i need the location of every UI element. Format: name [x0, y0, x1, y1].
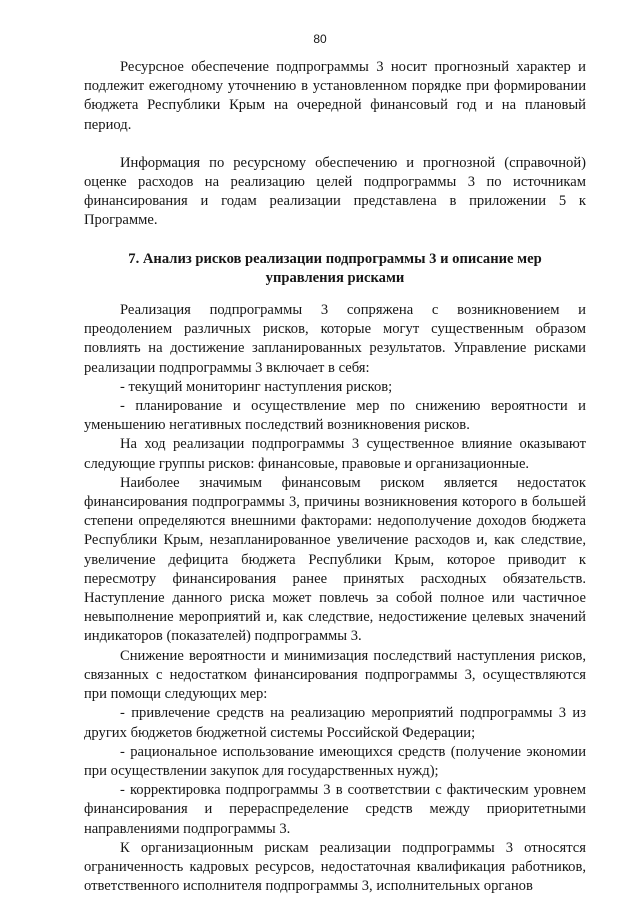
paragraph-organizational-risks: К организационным рискам реализации подпрограммы 3 относятся ограниченность кадровых ресурсов, недостаточная квалификация работников, ответственного исполнителя подпрограммы 3, исполнительных органов — [84, 839, 586, 895]
paragraph-risk-mitigation: Снижение вероятности и минимизация последствий наступления рисков, связанных с недостатком финансирования подпрограммы 3, осуществляются при помощи следующих мер: — [84, 647, 586, 703]
section-heading: 7. Анализ рисков реализации подпрограммы 3 и описание мер управления рисками — [128, 250, 542, 286]
list-item-attracting-funds: - привлечение средств на реализацию мероприятий подпрограммы 3 из других бюджетов бюджетной системы Российской Федерации; — [84, 705, 586, 741]
document-body — [84, 58, 586, 896]
paragraph-resource-info: Информация по ресурсному обеспечению и прогнозной (справочной) оценке расходов на реализацию целей подпрограммы 3 по источникам финансирования и годам реализации представлена в приложении 5 к Программе. — [84, 154, 586, 229]
paragraph-risks-intro: Реализация подпрограммы 3 сопряжена с возникновением и преодолением различных рисков, которые могут существенным образом повлиять на достижение запланированных результатов. Управление рисками реализации подпрограммы 3 включает в себя: — [84, 302, 586, 376]
list-item-rational-use: - рациональное использование имеющихся средств (получение экономии при осуществлении закупок для государственных нужд); — [84, 743, 586, 779]
page-number: 80 — [313, 32, 327, 46]
spacer — [84, 288, 586, 301]
spacer — [84, 231, 586, 250]
list-item-adjustment: - корректировка подпрограммы 3 в соответствии с фактическим уровнем финансирования и перераспределение средств между приоритетными направлениями подпрограммы 3. — [84, 782, 586, 837]
list-item-planning: - планирование и осуществление мер по снижению вероятности и уменьшению негативных последствий возникновения рисков. — [84, 398, 586, 434]
paragraph-resource-forecast: Ресурсное обеспечение подпрограммы 3 носит прогнозный характер и подлежит ежегодному уточнению в установленном порядке при формировании бюджета Республики Крым на очередной финансовый год и на плановый период. — [84, 59, 586, 133]
spacer — [84, 135, 586, 154]
paragraph-financial-risk: Наиболее значимым финансовым риском является недостаток финансирования подпрограммы 3, причины возникновения которого в большей степени определяются внешними факторами: недополучение доходов бюджета Республики Крым, незапланированное увеличение расходов и, как следствие, увеличение дефицита бюджета Республики Крым, которое приводит к пересмотру финансирования ранее принятых расходных обязательств. Наступление данного риска может повлечь за собой полное или частичное невыполнение мероприятий и, как следствие, недостижение целевых значений индикаторов (показателей) подпрограммы 3. — [84, 474, 586, 645]
list-item-monitoring: - текущий мониторинг наступления рисков; — [120, 378, 393, 395]
paragraph-risk-groups: На ход реализации подпрограммы 3 существенное влияние оказывают следующие группы рисков: финансовые, правовые и организационные. — [84, 436, 586, 472]
